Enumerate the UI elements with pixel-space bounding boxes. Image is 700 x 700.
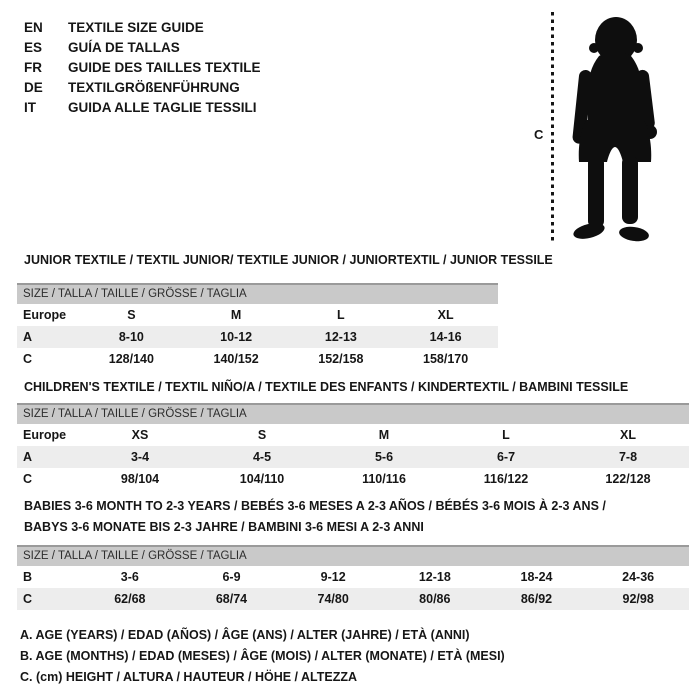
age-cell: 12-18	[418, 570, 451, 584]
table-row	[17, 348, 498, 370]
language-code: IT	[24, 100, 36, 115]
age-cell: 14-16	[429, 330, 462, 344]
row-label: A	[23, 330, 33, 344]
age-cell: 12-13	[324, 330, 357, 344]
children-size-table	[17, 403, 689, 490]
language-row-en	[24, 18, 261, 38]
language-code: ES	[24, 40, 43, 55]
height-cell: 80/86	[419, 592, 451, 606]
height-cell: 86/92	[520, 592, 553, 606]
size-cell: XS	[131, 428, 149, 442]
size-cell: S	[127, 308, 136, 322]
table-header-junior: SIZE / TALLA / TAILLE / GRÖSSE / TAGLIA	[17, 283, 498, 304]
language-title: GUÍA DE TALLAS	[68, 40, 180, 55]
age-cell: 9-12	[320, 570, 346, 584]
height-cell: 62/68	[114, 592, 146, 606]
size-cell: M	[230, 308, 242, 322]
size-cell: L	[337, 308, 345, 322]
table-header-children: SIZE / TALLA / TAILLE / GRÖSSE / TAGLIA	[17, 403, 689, 424]
size-cell: M	[378, 428, 390, 442]
section-heading-babies	[24, 496, 606, 538]
table-row	[17, 304, 498, 326]
age-cell: 6-7	[496, 450, 516, 464]
section-heading-junior: JUNIOR TEXTILE / TEXTIL JUNIOR/ TEXTILE JUNIOR / JUNIORTEXTIL / JUNIOR TESSILE	[24, 253, 553, 267]
table-row	[17, 326, 498, 348]
height-cell: 104/110	[239, 472, 285, 486]
height-measure-label: C	[534, 127, 544, 142]
language-code: FR	[24, 60, 42, 75]
height-cell: 110/116	[362, 472, 406, 486]
language-title: GUIDE DES TAILLES TEXTILE	[68, 60, 261, 75]
language-title: TEXTILE SIZE GUIDE	[68, 20, 204, 35]
legend-note-b: B. AGE (MONTHS) / EDAD (MESES) / ÂGE (MOIS) / ALTER (MONATE) / ETÀ (MESI)	[20, 649, 505, 663]
age-cell: 6-9	[222, 570, 241, 584]
size-cell: XL	[437, 308, 454, 322]
table-header-babies: SIZE / TALLA / TAILLE / GRÖSSE / TAGLIA	[17, 545, 689, 566]
section-heading-babies-line2: BABYS 3-6 MONATE BIS 2-3 JAHRE / BAMBINI 3-6 MESI A 2-3 ANNI	[24, 520, 424, 534]
section-heading-babies-line1: BABIES 3-6 MONTH TO 2-3 YEARS / BEBÉS 3-6 MESES A 2-3 AÑOS / BÉBÉS 3-6 MOIS À 2-3 ANS /	[24, 499, 606, 513]
table-row	[17, 566, 689, 588]
language-code: DE	[24, 80, 43, 95]
language-row-fr	[24, 58, 261, 78]
row-label: C	[23, 592, 33, 606]
legend-notes	[20, 625, 505, 688]
age-cell: 5-6	[374, 450, 394, 464]
height-cell: 158/170	[423, 352, 469, 366]
section-heading-children: CHILDREN'S TEXTILE / TEXTIL NIÑO/A / TEXTILE DES ENFANTS / KINDERTEXTIL / BAMBINI TESSILE	[24, 380, 629, 394]
row-label: Europe	[23, 308, 67, 322]
language-code: EN	[24, 20, 43, 35]
age-cell: 18-24	[520, 570, 553, 584]
age-cell: 10-12	[220, 330, 253, 344]
size-cell: XL	[620, 428, 636, 442]
age-cell: 24-36	[622, 570, 655, 584]
age-cell: 4-5	[252, 450, 272, 464]
language-title: TEXTILGRÖßENFÜHRUNG	[68, 80, 240, 95]
height-cell: 98/104	[120, 472, 160, 486]
height-cell: 128/140	[108, 352, 154, 366]
table-row	[17, 424, 689, 446]
age-cell: 3-4	[130, 450, 150, 464]
height-cell: 74/80	[317, 592, 349, 606]
table-row	[17, 468, 689, 490]
size-cell: L	[502, 428, 510, 442]
babies-size-table	[17, 545, 689, 610]
language-row-es	[24, 38, 261, 58]
height-cell: 92/98	[622, 592, 654, 606]
toddler-silhouette-icon	[562, 10, 666, 246]
legend-note-a: A. AGE (YEARS) / EDAD (AÑOS) / ÂGE (ANS) / ALTER (JAHRE) / ETÀ (ANNI)	[20, 628, 470, 642]
row-label: C	[23, 352, 33, 366]
language-title: GUIDA ALLE TAGLIE TESSILI	[68, 100, 257, 115]
junior-size-table	[17, 283, 498, 370]
height-cell: 140/152	[213, 352, 259, 366]
height-cell: 122/128	[605, 472, 651, 486]
row-label: A	[23, 450, 33, 464]
height-cell: 152/158	[318, 352, 364, 366]
size-cell: S	[257, 428, 267, 442]
age-cell: 7-8	[618, 450, 638, 464]
age-cell: 3-6	[120, 570, 139, 584]
row-label: C	[23, 472, 33, 486]
language-row-de	[24, 78, 261, 98]
table-row	[17, 588, 689, 610]
legend-note-c: C. (cm) HEIGHT / ALTURA / HAUTEUR / HÖHE / ALTEZZA	[20, 670, 358, 684]
height-cell: 68/74	[215, 592, 248, 606]
age-cell: 8-10	[118, 330, 144, 344]
language-list	[24, 18, 261, 118]
height-cell: 116/122	[483, 472, 529, 486]
row-label: Europe	[23, 428, 67, 442]
table-row	[17, 446, 689, 468]
language-row-it	[24, 98, 261, 118]
height-dotted-line	[551, 12, 554, 244]
row-label: B	[23, 570, 33, 584]
